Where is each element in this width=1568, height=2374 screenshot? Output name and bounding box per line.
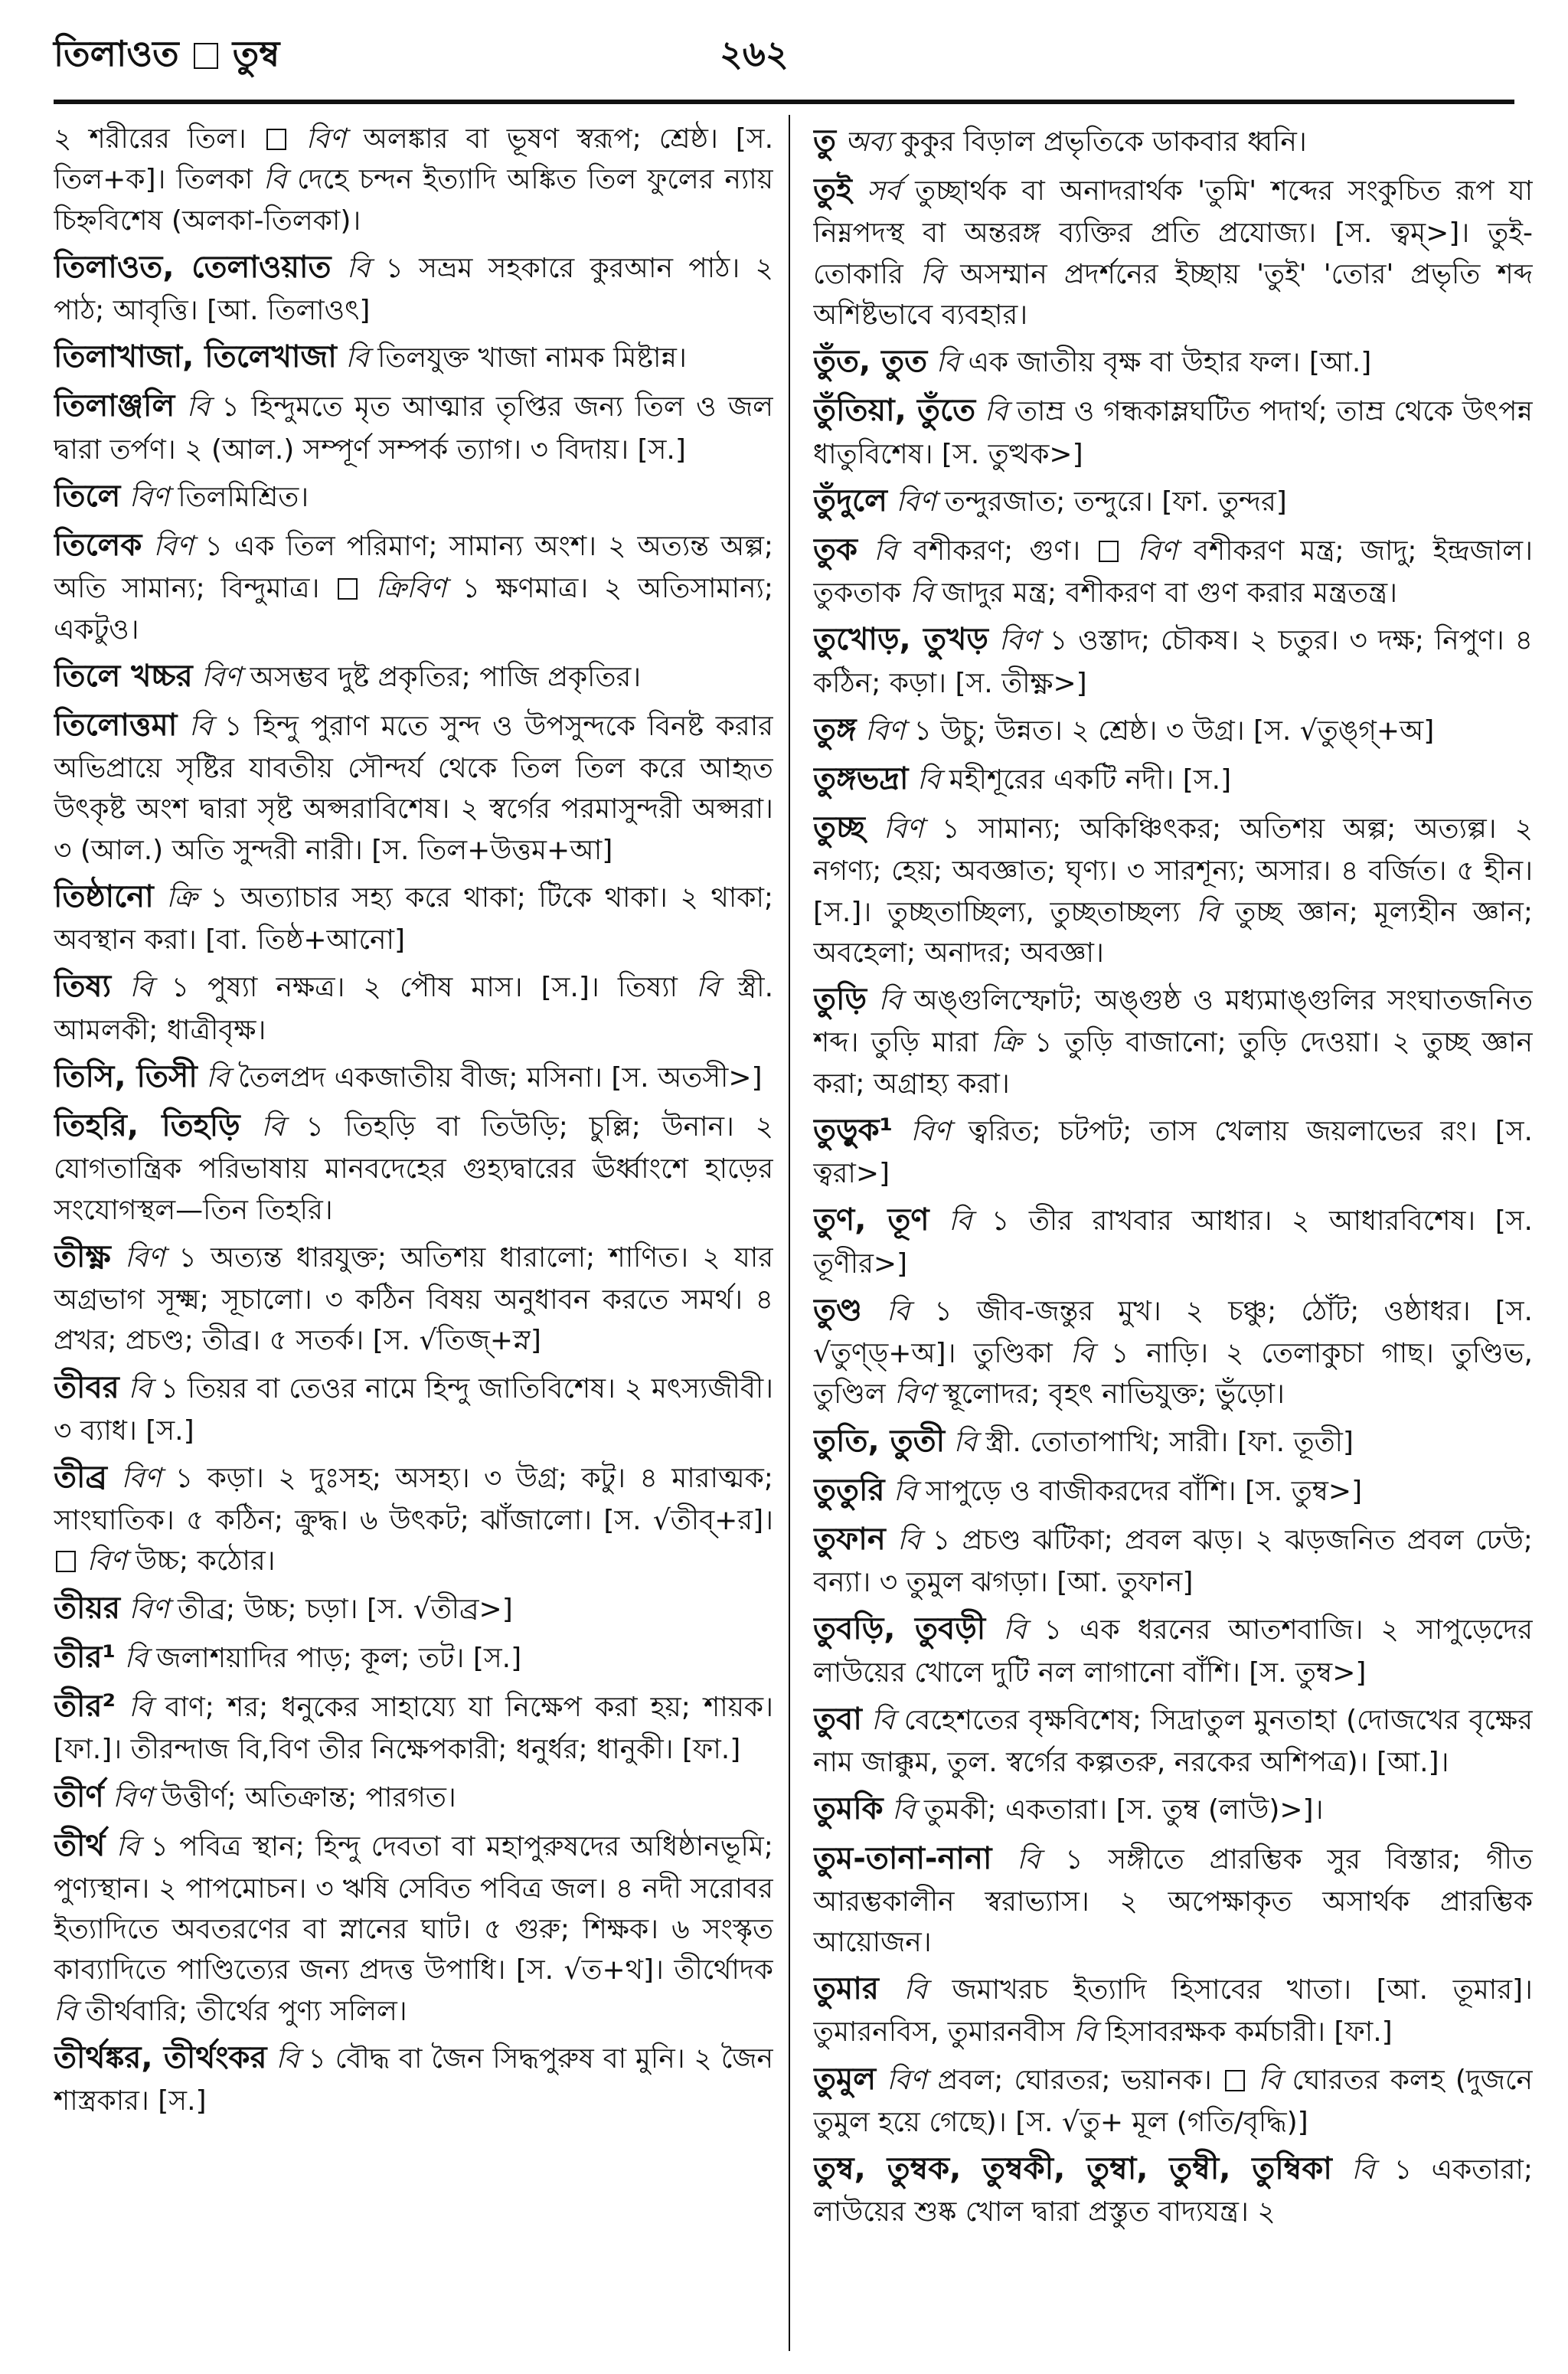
dictionary-entry [813, 1836, 1533, 1964]
dictionary-entry [54, 2036, 773, 2121]
dictionary-entry [54, 875, 773, 960]
header-rule [54, 100, 1514, 104]
dictionary-entry [813, 977, 1533, 1104]
entry-definition: বিণ তীব্র; উচ্চ; চড়া। [স. √তীব্র>] [129, 1593, 513, 1625]
entry-definition: বিণ ১ অত্যন্ত ধারযুক্ত; অতিশয় ধারালো; শাণিত। ২ যার অগ্রভাগ সূক্ষ্ম; সূচালো। ৩ কঠিন বিষয় অনুধাবন করতে সমর্থ। ৪ প্রখর; প্রচণ্ড; তীব্র। ৫ সতর্ক। [স. √তিজ্+স্ন] [54, 1241, 773, 1357]
entry-definition: বি ১ প্রচণ্ড ঝটিকা; প্রবল ঝড়। ২ ঝড়জনিত প্রবল ঢেউ; বন্যা। ৩ তুমুল ঝগড়া। [আ. তুফান] [813, 1524, 1533, 1599]
entry-definition: বিণ ১ ওস্তাদ; চৌকষ। ২ চতুর। ৩ দক্ষ; নিপুণ। ৪ কঠিন; কড়া। [স. তীক্ষ্ণ>] [813, 625, 1533, 699]
entry-definition: বিণ প্রবল; ঘোরতর; ভয়ানক। বি ঘোরতর কলহ (দুজনে তুমুল হয়ে গেছে)। [স. √তু+ মূল (গতি/বৃদ্ধি)] [813, 2064, 1533, 2138]
entry-headword: তিষ্ঠানো [54, 878, 154, 914]
dictionary-entry [813, 2147, 1533, 2232]
entry-definition: বি ১ সভ্রম সহকারে কুরআন পাঠ। ২ পাঠ; আবৃত্তি। [আ. তিলাওৎ] [54, 252, 773, 326]
entry-definition: বিণ ১ সামান্য; অকিঞ্চিৎকর; অতিশয় অল্প; অত্যল্প। ২ নগণ্য; হেয়; অবজ্ঞাত; ঘৃণ্য। ৩ সারশূন্য; অসার। ৪ বর্জিত। ৫ হীন। [স.]। তুচ্ছতাচ্ছিল্য, তুচ্ছতাচ্ছল্য বি তুচ্ছ জ্ঞান; মূল্যহীন জ্ঞান; অবহেলা; অনাদর; অবজ্ঞা। [813, 813, 1533, 969]
entry-headword: তু [813, 123, 837, 159]
entry-definition: বি তিলযুক্ত খাজা নামক মিষ্টান্ন। [345, 342, 687, 374]
entry-headword: তিষ্য [54, 969, 112, 1005]
entry-headword: তিলে খচ্চর [54, 658, 193, 694]
entry-definition: বি ১ পবিত্র স্থান; হিন্দু দেবতা বা মহাপুরুষদের অধিষ্ঠানভূমি; পুণ্যস্থান। ২ পাপমোচন। ৩ ঋষি সেবিত পবিত্র জল। ৪ নদী সরোবর ইত্যাদিতে অবতরণের বা স্নানের ঘাট। ৫ গুরু; শিক্ষক। ৬ সংস্কৃত কাব্যাদিতে পাণ্ডিত্যের জন্য প্রদত্ত উপাধি। [স. √ত+থ]। তীর্থোদক বি তীর্থবারি; তীর্থের পুণ্য সলিল। [54, 1830, 773, 2027]
dictionary-entry [54, 1104, 773, 1231]
dictionary-entry [813, 2057, 1533, 2143]
entry-definition: বিণ ত্বরিত; চটপট; তাস খেলায় জয়লাভের রং। [স. ত্বরা>] [813, 1115, 1533, 1190]
entry-headword: তুফান [813, 1521, 886, 1557]
dictionary-entry [813, 617, 1533, 703]
dictionary-entry [54, 654, 773, 699]
entry-headword: তুঁত, তুত [813, 344, 928, 380]
entry-definition: বি জমাখরচ ইত্যাদি হিসাবের খাতা। [আ. তূমার]। তুমারনবিস, তুমারনবীস বি হিসাবরক্ষক কর্মচারী। [ফা.] [813, 1974, 1533, 2049]
dictionary-entry [813, 1468, 1533, 1513]
dictionary-entry [813, 1419, 1533, 1464]
box-marker-icon [1099, 541, 1119, 562]
entry-definition: বি বেহেশতের বৃক্ষবিশেষ; সিদ্রাতুল মুনতাহা (দোজখের বৃক্ষের নাম জাক্কুম, তুল. স্বর্গের কল্পতরু, নরকের অশিপত্র)। [আ.]। [813, 1704, 1533, 1779]
entry-headword: তুক [813, 532, 858, 567]
entry-headword: তিলেক [54, 528, 142, 564]
entry-headword: তিসি, তিসী [54, 1058, 198, 1094]
entry-headword: তুঁতিয়া, তুঁতে [813, 393, 976, 429]
dictionary-entry [54, 1774, 773, 1820]
page-header [54, 21, 1514, 92]
entry-headword: তীব্র [54, 1459, 107, 1495]
entry-headword: তিলাখাজা, তিলেখাজা [54, 339, 337, 375]
entry-definition: বি তুমকী; একতারা। [স. তুম্ব (লাউ)>]। [892, 1794, 1324, 1826]
entry-headword: তীর্থ [54, 1827, 106, 1863]
entry-headword: তুড়ি [813, 982, 867, 1018]
dictionary-entry [813, 1607, 1533, 1692]
entry-headword: তুবা [813, 1701, 862, 1737]
entry-headword: তুমকি [813, 1791, 884, 1827]
dictionary-entry [54, 964, 773, 1050]
dictionary-entry [813, 168, 1533, 335]
column-divider [789, 115, 790, 2351]
entry-definition: বি সাপুড়ে ও বাজীকরদের বাঁশি। [স. তুম্ব>] [893, 1475, 1363, 1507]
dictionary-entry [54, 523, 773, 650]
dictionary-entry [54, 1365, 773, 1451]
entry-definition: সর্ব তুচ্ছার্থক বা অনাদরার্থক 'তুমি' শব্দের সংকুচিত রূপ যা নিম্নপদস্থ বা অন্তরঙ্গ ব্যক্তির প্রতি প্রযোজ্য। [স. ত্বম্>]। তুই-তোকারি বি অসম্মান প্রদর্শনের ইচ্ছায় 'তুই' 'তোর' প্রভৃতি শব্দ অশিষ্টভাবে ব্যবহার। [813, 175, 1533, 331]
entry-headword: তিলোত্তমা [54, 707, 178, 743]
entry-headword: তুঁদুলে [813, 482, 887, 518]
box-marker-icon [56, 1551, 76, 1572]
dictionary-entry [813, 119, 1533, 164]
entry-definition: বি তাম্র ও গন্ধকাম্লঘটিত পদার্থ; তাম্র থেকে উৎপন্ন ধাতুবিশেষ। [স. তুত্থক>] [813, 396, 1533, 470]
entry-headword: তুঙ্গভদ্রা [813, 761, 909, 797]
entry-headword: তুমুল [813, 2061, 877, 2097]
dictionary-entry [54, 1055, 773, 1100]
dictionary-entry [813, 757, 1533, 802]
entry-definition: বি ১ তীর রাখবার আধার। ২ আধারবিশেষ। [স. তূণীর>] [813, 1205, 1533, 1280]
entry-definition: বি এক জাতীয় বৃক্ষ বা উহার ফল। [আ.] [936, 347, 1372, 379]
dictionary-entry [813, 1198, 1533, 1283]
page-number: ২৬২ [720, 33, 789, 74]
entry-headword: তুতুরি [813, 1472, 885, 1508]
guide-word-first: তিলাওত [54, 33, 179, 74]
dictionary-entry [813, 1517, 1533, 1603]
dictionary-entry [54, 703, 773, 871]
entry-headword: তীক্ষ্ণ [54, 1238, 111, 1274]
entry-headword: তিলে [54, 478, 121, 514]
entry-headword: তীর¹ [54, 1639, 116, 1675]
entry-definition: বি বশীকরণ; গুণ। বিণ বশীকরণ মন্ত্র; জাদু; ইন্দ্রজাল। তুকতাক বি জাদুর মন্ত্র; বশীকরণ বা গুণ করার মন্ত্রতন্ত্র। [813, 535, 1533, 610]
entry-definition: বি ১ বৌদ্ধ বা জৈন সিদ্ধপুরুষ বা মুনি। ২ জৈন শাস্ত্রকার। [স.] [54, 2042, 773, 2117]
dictionary-entry [813, 806, 1533, 973]
dictionary-entry [813, 708, 1533, 753]
entry-definition: বি ১ সঙ্গীতে প্রারম্ভিক সুর বিস্তার; গীত আরম্ভকালীন স্বরাভ্যাস। ২ অপেক্ষাকৃত অসার্থক প্রারম্ভিক আয়োজন। [813, 1843, 1533, 1958]
entry-headword: তুতি, তুতী [813, 1423, 946, 1459]
entry-definition: বিণ ১ কড়া। ২ দুঃসহ; অসহ্য। ৩ উগ্র; কটু। ৪ মারাত্মক; সাংঘাতিক। ৫ কঠিন; ক্রুদ্ধ। ৬ উৎকট; ঝাঁজালো। [স. √তীব্+র]। বিণ উচ্চ; কঠোর। [54, 1462, 773, 1578]
entry-headword: তুঙ্গ [813, 711, 857, 747]
entry-definition: বি তৈলপ্রদ একজাতীয় বীজ; মসিনা। [স. অতসী>] [206, 1061, 763, 1094]
entry-definition: বি ১ হিন্দুমতে মৃত আত্মার তৃপ্তির জন্য তিল ও জল দ্বারা তর্পণ। ২ (আল.) সম্পূর্ণ সম্পর্ক ত্যাগ। ৩ বিদায়। [স.] [54, 391, 773, 466]
dictionary-entry [54, 1684, 773, 1770]
entry-definition: বি মহীশূরের একটি নদী। [স.] [916, 764, 1232, 796]
entry-headword: তুচ্ছ [813, 810, 865, 846]
entry-definition: বি জলাশয়াদির পাড়; কূল; তট। [স.] [124, 1642, 522, 1674]
entry-definition: বি ১ এক ধরনের আতশবাজি। ২ সাপুড়েদের লাউয়ের খোলে দুটি নল লাগানো বাঁশি। [স. তুম্ব>] [813, 1614, 1533, 1689]
dictionary-entry [54, 245, 773, 331]
entry-definition: বিণ ১ উচু; উন্নত। ২ শ্রেষ্ঠ। ৩ উগ্র। [স. √তুঙ্গ্+অ] [865, 714, 1435, 747]
entry-definition: বিণ ১ এক তিল পরিমাণ; সামান্য অংশ। ২ অত্যন্ত অল্প; অতি সামান্য; বিন্দুমাত্র। ক্রিবিণ ১ ক্ষণমাত্র। ২ অতিসামান্য; একটুও। [54, 531, 773, 646]
entry-definition: ২ শরীরের তিল। বিণ অলঙ্কার বা ভূষণ স্বরূপ; শ্রেষ্ঠ। [স. তিল+ক]। তিলকা বি দেহে চন্দন ইত্যাদি অঙ্কিত তিল ফুলের ন্যায় চিহ্নবিশেষ (অলকা-তিলকা)। [54, 123, 773, 237]
dictionary-entry [813, 528, 1533, 613]
entry-definition: বি ১ পুষ্যা নক্ষত্র। ২ পৌষ মাস। [স.]। তিষ্যা বি স্ত্রী. আমলকী; ধাত্রীবৃক্ষ। [54, 972, 773, 1046]
entry-headword: তীর্ণ [54, 1778, 104, 1814]
entry-headword: তুড়ুক¹ [813, 1112, 893, 1148]
dictionary-entry [54, 1455, 773, 1582]
dictionary-entry [813, 1697, 1533, 1783]
entry-headword: তিলাওত, তেলাওয়াত [54, 249, 332, 285]
entry-headword: তিলাঞ্জলি [54, 388, 175, 424]
dictionary-entry [813, 339, 1533, 384]
entry-definition: ক্রি ১ অত্যাচার সহ্য করে থাকা; টিকে থাকা। ২ থাকা; অবস্থান করা। [বা. তিষ্ঠ+আনো] [54, 881, 773, 956]
dictionary-entry [54, 1635, 773, 1680]
dictionary-entry [54, 1234, 773, 1362]
dictionary-entry [54, 335, 773, 380]
entry-definition: বি ১ হিন্দু পুরাণ মতে সুন্দ ও উপসুন্দকে বিনষ্ট করার অভিপ্রায়ে সৃষ্টির যাবতীয় সৌন্দর্য থেকে তিল তিল করে আহৃত উৎকৃষ্ট অংশ দ্বারা সৃষ্ট অপ্সরাবিশেষ। ২ স্বর্গের পরমাসুন্দরী অপ্সরা। ৩ (আল.) অতি সুন্দরী নারী। [স. তিল+উত্তম+আ] [54, 710, 773, 866]
entry-headword: তুখোড়, তুখড় [813, 622, 988, 658]
entry-definition: বি ১ জীব-জন্তুর মুখ। ২ চঞ্চু; ঠোঁট; ওষ্ঠাধর। [স. √তুণ্ড্+অ]। তুণ্ডিকা বি ১ নাড়ি। ২ তেলাকুচা গাছ। তুণ্ডিভ, তুণ্ডিল বিণ স্থূলোদর; বৃহৎ নাভিযুক্ত; ভুঁড়ো। [813, 1295, 1533, 1411]
entry-headword: তিহরি, তিহড়ি [54, 1108, 240, 1144]
entry-definition: বি ১ তিহড়ি বা তিউড়ি; চুল্লি; উনান। ২ যোগতান্ত্রিক পরিভাষায় মানবদেহের গুহ্যদ্বারের ঊর্ধ্বাংশে হাড়ের সংযোগস্থল—তিন তিহরি। [54, 1111, 773, 1226]
dictionary-entry [813, 1787, 1533, 1832]
entry-definition: বিণ তিলমিশ্রিত। [129, 481, 309, 513]
box-marker-icon [266, 129, 286, 150]
dictionary-entry [813, 1967, 1533, 2052]
box-marker-icon [338, 578, 358, 600]
entry-headword: তীর্থঙ্কর, তীর্থংকর [54, 2039, 267, 2075]
dictionary-entry [54, 1823, 773, 2032]
entry-headword: তুম্ব, তুম্বক, তুম্বকী, তুম্বা, তুম্বী, তুম্বিকা [813, 2151, 1332, 2187]
right-column [813, 119, 1533, 2347]
box-marker-icon [1225, 2070, 1245, 2091]
entry-definition: বিণ অসম্ভব দুষ্ট প্রকৃতির; পাজি প্রকৃতির। [201, 661, 642, 693]
left-column [54, 119, 773, 2347]
entry-definition: বি ১ তিয়র বা তেওর নামে হিন্দু জাতিবিশেষ। ২ মৎস্যজীবী। ৩ ব্যাধ। [স.] [54, 1372, 773, 1447]
entry-headword: তুবড়ি, তুবড়ী [813, 1611, 986, 1647]
dictionary-entry [813, 388, 1533, 474]
dictionary-entry [813, 479, 1533, 524]
entry-headword: তুণ্ড [813, 1292, 862, 1328]
entry-definition: বি স্ত্রী. তোতাপাখি; সারী। [ফা. তূতী] [953, 1426, 1354, 1458]
entry-headword: তুম-তানা-নানা [813, 1840, 992, 1876]
dictionary-entry [813, 1288, 1533, 1415]
guide-word-last: তুম্ব [232, 33, 280, 74]
dictionary-entry [54, 119, 773, 241]
entry-definition: বি ১ একতারা; লাউয়ের শুষ্ক খোল দ্বারা প্রস্তুত বাদ্যযন্ত্র। ২ [813, 2154, 1533, 2228]
entry-definition: বি বাণ; শর; ধনুকের সাহায্যে যা নিক্ষেপ করা হয়; শায়ক। [ফা.]। তীরন্দাজ বি,বিণ তীর নিক্ষেপকারী; ধনুর্ধর; ধানুকী। [ফা.] [54, 1692, 773, 1766]
entry-headword: তুই [813, 172, 852, 208]
dictionary-entry [54, 1586, 773, 1631]
entry-headword: তীর² [54, 1689, 116, 1725]
entry-headword: তুণ, তূণ [813, 1202, 929, 1238]
dictionary-entry [54, 474, 773, 519]
entry-definition: অব্য কুকুর বিড়াল প্রভৃতিকে ডাকবার ধ্বনি। [844, 126, 1307, 158]
separator-box-icon [194, 43, 218, 69]
entry-headword: তুমার [813, 1971, 879, 2007]
entry-definition: বিণ উত্তীর্ণ; অতিক্রান্ত; পারগত। [113, 1781, 456, 1813]
entry-headword: তীয়র [54, 1590, 121, 1626]
entry-definition: বিণ তন্দুরজাত; তন্দুরে। [ফা. তুন্দর] [896, 486, 1287, 518]
entry-definition: বি অঙ্গুলিস্ফোট; অঙ্গুষ্ঠ ও মধ্যমাঙ্গুলির সংঘাতজনিত শব্দ। তুড়ি মারা ক্রি ১ তুড়ি বাজানো; তুড়ি দেওয়া। ২ তুচ্ছ জ্ঞান করা; অগ্রাহ্য করা। [813, 985, 1533, 1100]
dictionary-entry [54, 384, 773, 469]
entry-headword: তীবর [54, 1369, 119, 1405]
dictionary-entry [813, 1108, 1533, 1194]
